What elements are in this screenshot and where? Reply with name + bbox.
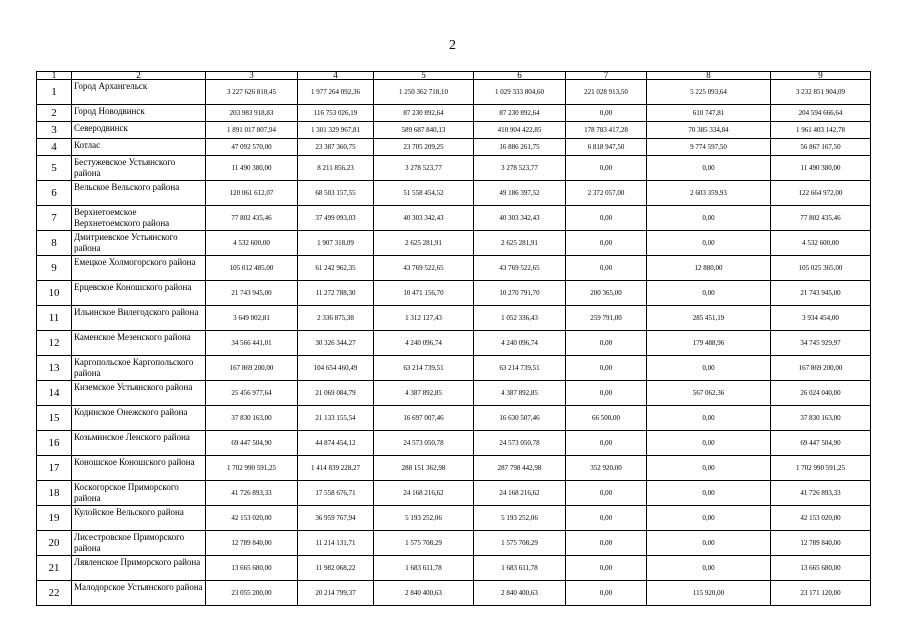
value-col-8-cell: 0,00 — [647, 481, 771, 506]
value-col-6-cell: 2 625 281,91 — [474, 231, 566, 256]
column-header-4: 4 — [298, 72, 374, 80]
value-col-4-cell: 21 069 084,79 — [298, 381, 374, 406]
value-col-9-cell: 167 869 200,00 — [771, 356, 871, 381]
value-col-7-cell: 6 818 947,50 — [566, 139, 647, 156]
value-col-7-cell: 2 372 057,00 — [566, 181, 647, 206]
municipality-cell: Дмитриевское Устьянского района — [72, 231, 206, 256]
value-col-9-cell: 12 789 840,00 — [771, 531, 871, 556]
table-row — [37, 331, 871, 356]
value-col-9-cell: 3 934 454,00 — [771, 306, 871, 331]
value-col-5-cell: 16 697 007,46 — [374, 406, 474, 431]
row-number-cell: 18 — [37, 481, 72, 506]
value-col-6-cell: 4 387 892,85 — [474, 381, 566, 406]
value-col-8-cell: 179 488,96 — [647, 331, 771, 356]
municipality-cell: Емецкое Холмогорского района — [72, 256, 206, 281]
municipality-cell: Коношское Коношского района — [72, 456, 206, 481]
column-header-1: 1 — [37, 72, 72, 80]
value-col-8-cell: 0,00 — [647, 431, 771, 456]
municipality-cell: Город Новодвинск — [72, 105, 206, 122]
value-col-9-cell: 26 024 040,00 — [771, 381, 871, 406]
value-col-8-cell: 9 774 597,50 — [647, 139, 771, 156]
value-col-3-cell: 23 055 200,00 — [206, 581, 298, 606]
row-number-cell: 2 — [37, 105, 72, 122]
value-col-9-cell: 204 594 666,64 — [771, 105, 871, 122]
value-col-7-cell: 0,00 — [566, 481, 647, 506]
value-col-4-cell: 20 214 799,37 — [298, 581, 374, 606]
row-number-cell: 10 — [37, 281, 72, 306]
value-col-3-cell: 47 092 570,00 — [206, 139, 298, 156]
value-col-7-cell: 178 783 417,28 — [566, 122, 647, 139]
value-col-6-cell: 1 683 611,78 — [474, 556, 566, 581]
table-row — [37, 481, 871, 506]
value-col-3-cell: 3 227 626 810,45 — [206, 80, 298, 105]
municipality-cell: Северодвинск — [72, 122, 206, 139]
value-col-9-cell: 23 171 120,00 — [771, 581, 871, 606]
value-col-6-cell: 43 769 522,65 — [474, 256, 566, 281]
table-row — [37, 156, 871, 181]
value-col-3-cell: 12 789 840,00 — [206, 531, 298, 556]
column-header-2: 2 — [72, 72, 206, 80]
row-number-cell: 9 — [37, 256, 72, 281]
value-col-6-cell: 410 904 422,85 — [474, 122, 566, 139]
value-col-9-cell: 21 743 945,00 — [771, 281, 871, 306]
value-col-8-cell: 12 880,00 — [647, 256, 771, 281]
municipality-cell: Лявленское Приморского района — [72, 556, 206, 581]
value-col-5-cell: 87 230 892,64 — [374, 105, 474, 122]
value-col-3-cell: 41 726 893,33 — [206, 481, 298, 506]
municipality-cell: Кулойское Вельского района — [72, 506, 206, 531]
value-col-7-cell: 0,00 — [566, 105, 647, 122]
value-col-5-cell: 2 840 400,63 — [374, 581, 474, 606]
value-col-3-cell: 37 830 163,00 — [206, 406, 298, 431]
value-col-4-cell: 1 414 839 228,27 — [298, 456, 374, 481]
municipality-cell: Котлас — [72, 139, 206, 156]
table-row — [37, 356, 871, 381]
table-row — [37, 231, 871, 256]
value-col-6-cell: 3 278 523,77 — [474, 156, 566, 181]
value-col-4-cell: 21 133 155,54 — [298, 406, 374, 431]
table-row — [37, 456, 871, 481]
value-col-6-cell: 5 193 252,06 — [474, 506, 566, 531]
municipality-cell: Лисестровское Приморского района — [72, 531, 206, 556]
value-col-6-cell: 16 886 261,75 — [474, 139, 566, 156]
table-row — [37, 506, 871, 531]
value-col-4-cell: 104 654 460,49 — [298, 356, 374, 381]
value-col-6-cell: 49 186 397,52 — [474, 181, 566, 206]
row-number-cell: 15 — [37, 406, 72, 431]
value-col-9-cell: 13 665 680,00 — [771, 556, 871, 581]
value-col-6-cell: 10 270 791,70 — [474, 281, 566, 306]
value-col-7-cell: 0,00 — [566, 431, 647, 456]
column-header-7: 7 — [566, 72, 647, 80]
value-col-6-cell: 1 575 708,29 — [474, 531, 566, 556]
value-col-9-cell: 122 664 972,00 — [771, 181, 871, 206]
value-col-9-cell: 77 802 435,46 — [771, 206, 871, 231]
value-col-7-cell: 200 365,00 — [566, 281, 647, 306]
header-row — [37, 72, 871, 80]
row-number-cell: 16 — [37, 431, 72, 456]
value-col-9-cell: 34 745 929,97 — [771, 331, 871, 356]
municipality-cell: Козьминское Ленского района — [72, 431, 206, 456]
municipality-cell: Верхнетоемское Верхнетоемского района — [72, 206, 206, 231]
row-number-cell: 21 — [37, 556, 72, 581]
value-col-8-cell: 70 385 334,84 — [647, 122, 771, 139]
row-number-cell: 8 — [37, 231, 72, 256]
value-col-9-cell: 42 153 020,00 — [771, 506, 871, 531]
value-col-9-cell: 1 961 403 142,78 — [771, 122, 871, 139]
value-col-4-cell: 11 214 131,71 — [298, 531, 374, 556]
value-col-5-cell: 1 250 362 718,10 — [374, 80, 474, 105]
value-col-6-cell: 24 168 216,62 — [474, 481, 566, 506]
data-table — [36, 71, 871, 606]
table-row — [37, 381, 871, 406]
page-number: 2 — [449, 38, 456, 53]
value-col-3-cell: 120 061 612,07 — [206, 181, 298, 206]
table-row — [37, 431, 871, 456]
value-col-5-cell: 2 625 281,91 — [374, 231, 474, 256]
value-col-4-cell: 61 242 962,35 — [298, 256, 374, 281]
value-col-4-cell: 11 982 068,22 — [298, 556, 374, 581]
value-col-8-cell: 0,00 — [647, 406, 771, 431]
value-col-7-cell: 0,00 — [566, 231, 647, 256]
value-col-5-cell: 589 687 840,13 — [374, 122, 474, 139]
value-col-7-cell: 221 028 913,50 — [566, 80, 647, 105]
value-col-5-cell: 1 575 708,29 — [374, 531, 474, 556]
table-row — [37, 139, 871, 156]
municipality-cell: Ерцевское Коношского района — [72, 281, 206, 306]
municipality-cell: Вельское Вельского района — [72, 181, 206, 206]
value-col-5-cell: 24 168 216,62 — [374, 481, 474, 506]
table-body — [37, 72, 871, 606]
value-col-8-cell: 0,00 — [647, 506, 771, 531]
table-row — [37, 206, 871, 231]
table-row — [37, 181, 871, 206]
value-col-6-cell: 287 798 442,98 — [474, 456, 566, 481]
municipality-cell: Малодорское Устьянского района — [72, 581, 206, 606]
municipality-cell: Киземское Устьянского района — [72, 381, 206, 406]
value-col-9-cell: 41 726 893,33 — [771, 481, 871, 506]
row-number-cell: 7 — [37, 206, 72, 231]
value-col-8-cell: 0,00 — [647, 556, 771, 581]
municipality-cell: Каменское Мезенского района — [72, 331, 206, 356]
value-col-4-cell: 116 753 026,19 — [298, 105, 374, 122]
value-col-6-cell: 40 303 342,43 — [474, 206, 566, 231]
value-col-5-cell: 43 769 522,65 — [374, 256, 474, 281]
table-row — [37, 531, 871, 556]
value-col-6-cell: 24 573 050,78 — [474, 431, 566, 456]
row-number-cell: 1 — [37, 80, 72, 105]
table-row — [37, 406, 871, 431]
value-col-9-cell: 69 447 504,90 — [771, 431, 871, 456]
value-col-3-cell: 21 743 945,00 — [206, 281, 298, 306]
row-number-cell: 22 — [37, 581, 72, 606]
value-col-6-cell: 87 230 892,64 — [474, 105, 566, 122]
value-col-3-cell: 69 447 504,90 — [206, 431, 298, 456]
value-col-5-cell: 24 573 050,78 — [374, 431, 474, 456]
value-col-3-cell: 13 665 680,00 — [206, 556, 298, 581]
value-col-7-cell: 259 791,00 — [566, 306, 647, 331]
value-col-3-cell: 77 802 435,46 — [206, 206, 298, 231]
value-col-4-cell: 17 558 676,71 — [298, 481, 374, 506]
value-col-6-cell: 1 029 333 804,60 — [474, 80, 566, 105]
value-col-4-cell: 8 211 856,23 — [298, 156, 374, 181]
value-col-9-cell: 1 702 990 591,25 — [771, 456, 871, 481]
value-col-7-cell: 0,00 — [566, 581, 647, 606]
value-col-3-cell: 1 702 990 591,25 — [206, 456, 298, 481]
value-col-8-cell: 567 062,36 — [647, 381, 771, 406]
row-number-cell: 12 — [37, 331, 72, 356]
value-col-4-cell: 11 272 788,30 — [298, 281, 374, 306]
value-col-8-cell: 0,00 — [647, 206, 771, 231]
row-number-cell: 20 — [37, 531, 72, 556]
value-col-5-cell: 23 705 209,25 — [374, 139, 474, 156]
value-col-8-cell: 0,00 — [647, 231, 771, 256]
column-header-3: 3 — [206, 72, 298, 80]
value-col-3-cell: 25 456 977,64 — [206, 381, 298, 406]
value-col-7-cell: 0,00 — [566, 156, 647, 181]
value-col-9-cell: 3 232 851 904,09 — [771, 80, 871, 105]
value-col-7-cell: 0,00 — [566, 206, 647, 231]
value-col-3-cell: 34 566 441,01 — [206, 331, 298, 356]
value-col-7-cell: 0,00 — [566, 256, 647, 281]
table-row — [37, 581, 871, 606]
row-number-cell: 14 — [37, 381, 72, 406]
row-number-cell: 4 — [37, 139, 72, 156]
row-number-cell: 13 — [37, 356, 72, 381]
value-col-3-cell: 1 891 017 807,94 — [206, 122, 298, 139]
table-row — [37, 556, 871, 581]
value-col-4-cell: 44 874 454,12 — [298, 431, 374, 456]
value-col-7-cell: 0,00 — [566, 531, 647, 556]
value-col-7-cell: 0,00 — [566, 331, 647, 356]
value-col-7-cell: 352 920,00 — [566, 456, 647, 481]
value-col-7-cell: 0,00 — [566, 506, 647, 531]
value-col-5-cell: 10 471 156,70 — [374, 281, 474, 306]
municipality-cell: Коскогорское Приморского района — [72, 481, 206, 506]
value-col-3-cell: 203 983 918,83 — [206, 105, 298, 122]
value-col-4-cell: 30 326 344,27 — [298, 331, 374, 356]
value-col-4-cell: 36 959 767,94 — [298, 506, 374, 531]
value-col-3-cell: 3 649 002,81 — [206, 306, 298, 331]
value-col-8-cell: 0,00 — [647, 356, 771, 381]
row-number-cell: 3 — [37, 122, 72, 139]
value-col-5-cell: 40 303 342,43 — [374, 206, 474, 231]
value-col-7-cell: 66 500,00 — [566, 406, 647, 431]
value-col-5-cell: 63 214 739,51 — [374, 356, 474, 381]
value-col-5-cell: 288 151 362,98 — [374, 456, 474, 481]
value-col-8-cell: 0,00 — [647, 281, 771, 306]
municipality-cell: Каргопольское Каргопольского района — [72, 356, 206, 381]
value-col-3-cell: 42 153 020,00 — [206, 506, 298, 531]
value-col-6-cell: 63 214 739,51 — [474, 356, 566, 381]
value-col-7-cell: 0,00 — [566, 556, 647, 581]
value-col-5-cell: 51 558 454,52 — [374, 181, 474, 206]
table-row — [37, 105, 871, 122]
value-col-3-cell: 4 532 600,00 — [206, 231, 298, 256]
value-col-4-cell: 1 977 264 092,36 — [298, 80, 374, 105]
column-header-5: 5 — [374, 72, 474, 80]
value-col-8-cell: 5 225 093,64 — [647, 80, 771, 105]
value-col-7-cell: 0,00 — [566, 356, 647, 381]
value-col-9-cell: 105 025 365,00 — [771, 256, 871, 281]
value-col-3-cell: 11 490 380,00 — [206, 156, 298, 181]
value-col-8-cell: 0,00 — [647, 456, 771, 481]
value-col-8-cell: 2 603 359,93 — [647, 181, 771, 206]
column-header-9: 9 — [771, 72, 871, 80]
value-col-4-cell: 23 387 360,75 — [298, 139, 374, 156]
table-row — [37, 122, 871, 139]
value-col-5-cell: 4 240 096,74 — [374, 331, 474, 356]
value-col-8-cell: 0,00 — [647, 531, 771, 556]
value-col-4-cell: 68 503 157,55 — [298, 181, 374, 206]
column-header-6: 6 — [474, 72, 566, 80]
row-number-cell: 19 — [37, 506, 72, 531]
value-col-5-cell: 1 312 127,43 — [374, 306, 474, 331]
table-row — [37, 281, 871, 306]
value-col-6-cell: 16 630 507,46 — [474, 406, 566, 431]
municipality-cell: Кодинское Онежского района — [72, 406, 206, 431]
value-col-8-cell: 0,00 — [647, 156, 771, 181]
value-col-9-cell: 11 490 380,00 — [771, 156, 871, 181]
column-header-8: 8 — [647, 72, 771, 80]
value-col-4-cell: 1 301 329 967,81 — [298, 122, 374, 139]
value-col-6-cell: 2 840 400,63 — [474, 581, 566, 606]
value-col-5-cell: 4 387 892,85 — [374, 381, 474, 406]
municipality-cell: Город Архангельск — [72, 80, 206, 105]
table-row — [37, 256, 871, 281]
value-col-8-cell: 115 920,00 — [647, 581, 771, 606]
value-col-5-cell: 5 193 252,06 — [374, 506, 474, 531]
value-col-3-cell: 105 012 485,00 — [206, 256, 298, 281]
value-col-9-cell: 37 830 163,00 — [771, 406, 871, 431]
table-row — [37, 80, 871, 105]
value-col-4-cell: 1 907 318,09 — [298, 231, 374, 256]
row-number-cell: 5 — [37, 156, 72, 181]
row-number-cell: 11 — [37, 306, 72, 331]
table-row — [37, 306, 871, 331]
value-col-9-cell: 56 867 167,50 — [771, 139, 871, 156]
value-col-5-cell: 3 278 523,77 — [374, 156, 474, 181]
value-col-4-cell: 2 336 875,38 — [298, 306, 374, 331]
value-col-9-cell: 4 532 600,00 — [771, 231, 871, 256]
municipality-cell: Ильинское Вилегодского района — [72, 306, 206, 331]
row-number-cell: 6 — [37, 181, 72, 206]
value-col-7-cell: 0,00 — [566, 381, 647, 406]
value-col-6-cell: 4 240 096,74 — [474, 331, 566, 356]
value-col-5-cell: 1 683 611,78 — [374, 556, 474, 581]
value-col-3-cell: 167 869 200,00 — [206, 356, 298, 381]
row-number-cell: 17 — [37, 456, 72, 481]
value-col-8-cell: 285 451,19 — [647, 306, 771, 331]
value-col-6-cell: 1 052 336,43 — [474, 306, 566, 331]
value-col-4-cell: 37 499 093,03 — [298, 206, 374, 231]
municipality-cell: Бестужевское Устьянского района — [72, 156, 206, 181]
value-col-8-cell: 610 747,81 — [647, 105, 771, 122]
